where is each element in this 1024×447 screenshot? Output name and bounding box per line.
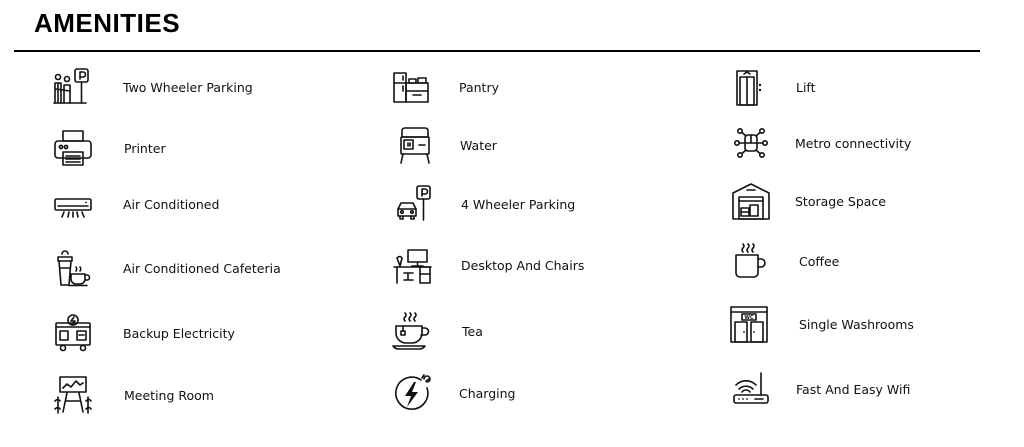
amenity-label: Backup Electricity (123, 325, 235, 341)
amenity-label: Single Washrooms (799, 316, 914, 332)
amenity-label: Lift (796, 79, 816, 95)
amenity-label: Meeting Room (124, 387, 214, 403)
title-divider (14, 50, 980, 52)
two-wheeler-parking-icon (52, 66, 94, 108)
amenity-label: Metro connectivity (795, 135, 912, 151)
tea-cup-icon (390, 310, 432, 352)
elevator-icon (732, 66, 774, 108)
generator-icon (52, 312, 94, 354)
page-title: AMENITIES (34, 8, 181, 38)
amenity-label: Tea (462, 323, 483, 339)
amenity-label: Printer (124, 140, 166, 156)
printer-icon (52, 127, 94, 169)
pantry-icon (390, 66, 432, 108)
water-dispenser-icon (394, 124, 436, 166)
amenity-label: Charging (459, 385, 516, 401)
metro-network-icon (730, 122, 772, 164)
washroom-icon (728, 303, 770, 345)
amenity-label: Coffee (799, 253, 840, 269)
amenity-label: Pantry (459, 79, 499, 95)
amenity-label: 4 Wheeler Parking (461, 196, 576, 212)
amenity-label: Desktop And Chairs (461, 257, 585, 273)
desk-icon (392, 244, 434, 286)
amenity-label: Air Conditioned (123, 196, 220, 212)
warehouse-icon (730, 180, 772, 222)
amenity-label: Fast And Easy Wifi (796, 381, 911, 397)
car-parking-icon (394, 183, 436, 225)
amenity-label: Air Conditioned Cafeteria (123, 260, 281, 276)
amenity-label: Two Wheeler Parking (123, 79, 253, 95)
charging-icon (390, 372, 432, 414)
svg-text:WC: WC (744, 315, 754, 321)
cafeteria-icon (52, 247, 94, 289)
wifi-router-icon (730, 368, 772, 410)
amenity-label: Water (460, 137, 497, 153)
amenity-label: Storage Space (795, 193, 886, 209)
air-conditioner-icon (52, 183, 94, 225)
meeting-room-icon (52, 374, 94, 416)
coffee-cup-icon (730, 240, 772, 282)
